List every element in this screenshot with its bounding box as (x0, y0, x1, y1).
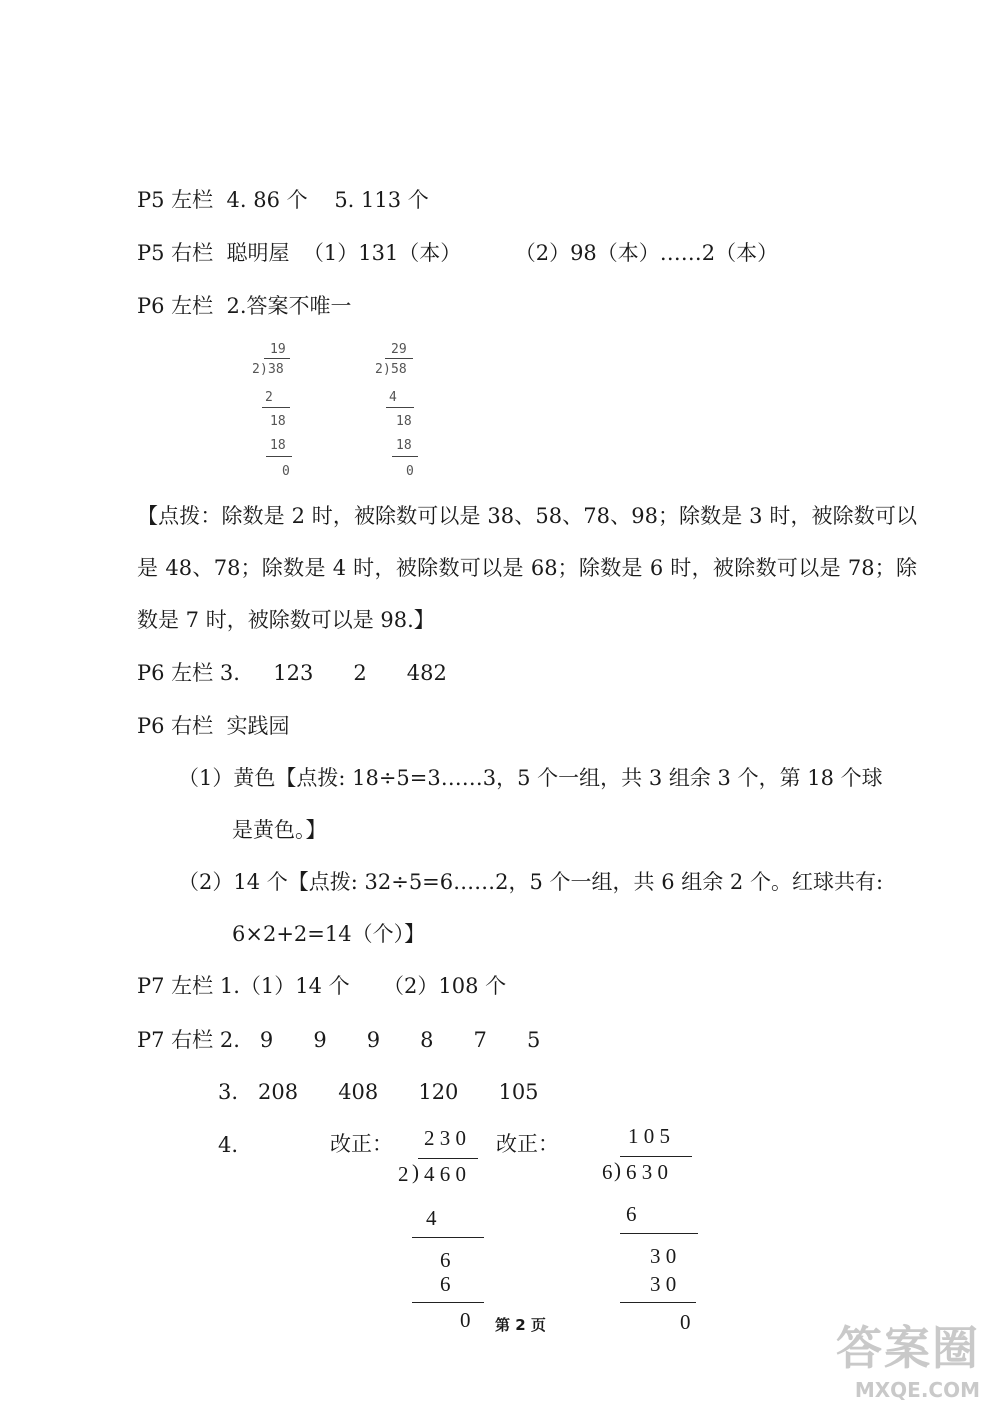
correction-label-1: 改正： (330, 1132, 393, 1156)
line-p7-right-4: 4. (218, 1133, 239, 1157)
hint-paragraph: 【点拨：除数是 2 时，被除数可以是 38、58、78、98；除数是 3 时，被除数可以是 48、78；除数是 4 时，被除数可以是 68；除数是 6 时，被除数可以是 78；除数是 7 时，被除数可以是 98.】 (137, 504, 917, 632)
item1-line-a: （1）黄色【点拨: 18÷5=3……3，5 个一组，共 3 组余 3 个，第 18 个球 (178, 766, 883, 790)
item2-line-b: 6×2+2=14（个）】 (232, 922, 426, 946)
small-div1-quotient: 19 (270, 342, 286, 357)
small-div2-quotient: 29 (391, 342, 407, 357)
big-div1-remainder1: 6 (440, 1248, 451, 1272)
watermark-logo: 答案圈 (836, 1321, 980, 1375)
big-div2-step1: 6 (626, 1202, 637, 1226)
page-footer: 第 2 页 (495, 1316, 546, 1334)
small-div1-remainder2: 0 (282, 464, 290, 479)
big-div2-dividend: 6 3 0 (626, 1160, 668, 1184)
small-div2-step2: 18 (396, 438, 412, 453)
big-div1-step2: 6 (440, 1272, 451, 1296)
small-div1-divisor: 2 (252, 362, 260, 377)
big-div2-quotient: 1 0 5 (628, 1124, 670, 1148)
line-p6-left-3: P6 左栏 3. 123 2 482 (137, 661, 447, 685)
item2-line-a: （2）14 个【点拨: 32÷5=6……2，5 个一组，共 6 组余 2 个。红球共有: (178, 870, 884, 894)
small-div1-remainder1: 18 (270, 414, 286, 429)
big-div1-dividend: 4 6 0 (424, 1162, 466, 1186)
big-div1-step1: 4 (426, 1206, 437, 1230)
big-div1-quotient: 2 3 0 (424, 1126, 466, 1150)
line-p5-right: P5 右栏 聪明屋 （1）131（本） （2）98（本）……2（本） (137, 241, 779, 265)
small-div1-step1: 2 (265, 390, 273, 405)
big-div2-remainder1: 3 0 (650, 1244, 677, 1268)
line-p7-right-2: P7 右栏 2. 9 9 9 8 7 5 (137, 1028, 541, 1052)
small-div2-dividend: 58 (391, 362, 407, 377)
small-div2-remainder2: 0 (406, 464, 414, 479)
line-p7-right-3: 3. 208 408 120 105 (218, 1080, 539, 1104)
big-div1-divisor: 2 (398, 1162, 409, 1186)
line-p7-left: P7 左栏 1.（1）14 个 （2）108 个 (137, 974, 507, 998)
big-div1-remainder2: 0 (460, 1308, 471, 1332)
big-div2-remainder2: 0 (680, 1310, 691, 1334)
line-p5-left: P5 左栏 4. 86 个 5. 113 个 (137, 188, 429, 212)
small-div1-step2: 18 (270, 438, 286, 453)
small-div2-step1: 4 (389, 390, 397, 405)
small-div2-remainder1: 18 (396, 414, 412, 429)
item1-line-b: 是黄色。】 (232, 818, 327, 842)
line-p6-right: P6 右栏 实践园 (137, 714, 290, 738)
small-div1-dividend: 38 (268, 362, 284, 377)
big-div2-divisor: 6 (602, 1160, 613, 1184)
watermark-url: MXQE.COM (854, 1378, 980, 1402)
big-div2-step2: 3 0 (650, 1272, 677, 1296)
small-div2-divisor: 2 (375, 362, 383, 377)
line-p6-left-2: P6 左栏 2.答案不唯一 (137, 294, 352, 318)
watermark (836, 1312, 980, 1402)
correction-label-2: 改正： (496, 1132, 559, 1156)
